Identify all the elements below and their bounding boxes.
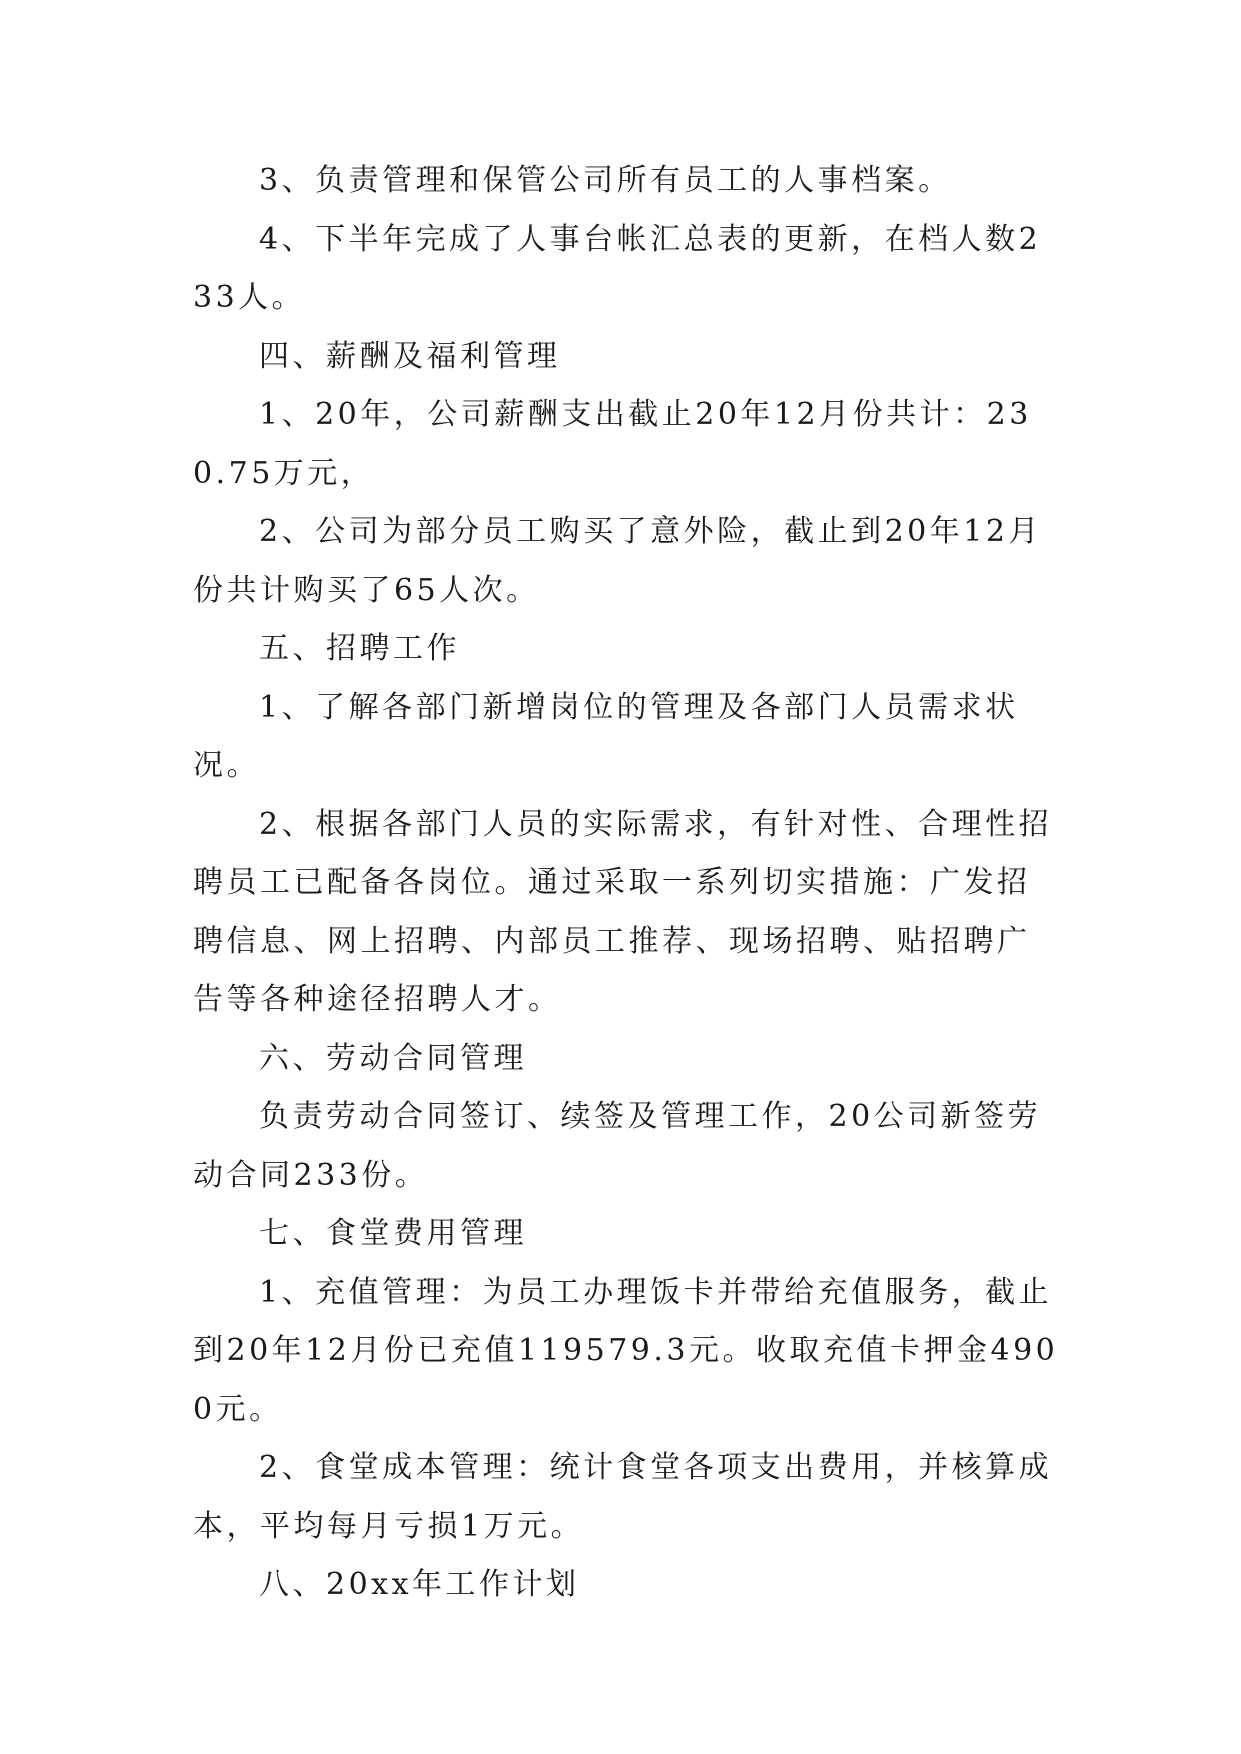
paragraph-salary-expense: 1、20年，公司薪酬支出截止20年12月份共计：230.75万元， — [193, 397, 1032, 491]
section-heading-canteen-cost: 七、食堂费用管理 — [259, 1216, 527, 1251]
section-heading-labor-contract: 六、劳动合同管理 — [259, 1040, 527, 1076]
paragraph-labor-contract: 负责劳动合同签订、续签及管理工作，20公司新签劳动合同233份。 — [193, 1099, 1042, 1193]
paragraph-canteen-cost: 2、食堂成本管理：统计食堂各项支出费用，并核算成本，平均每月亏损1万元。 — [193, 1450, 1053, 1544]
section-heading-work-plan: 八、20xx年工作计划 — [259, 1567, 580, 1602]
paragraph-department-needs: 1、了解各部门新增岗位的管理及各部门人员需求状况。 — [193, 689, 1019, 783]
paragraph-accident-insurance: 2、公司为部分员工购买了意外险，截止到20年12月份共计购买了65人次。 — [193, 514, 1042, 608]
paragraph-recruitment-channels: 2、根据各部门人员的实际需求，有针对性、合理性招聘员工已配备各岗位。通过采取一系列切实措施：广发招聘信息、网上招聘、内部员工推荐、现场招聘、贴招聘广告等各种途径招聘人才。 — [193, 806, 1053, 1017]
paragraph-archive-management: 3、负责管理和保管公司所有员工的人事档案。 — [259, 163, 952, 198]
paragraph-personnel-ledger: 4、下半年完成了人事台帐汇总表的更新，在档人数233人。 — [193, 221, 1042, 315]
document-page — [193, 152, 1063, 1615]
paragraph-meal-card-recharge: 1、充值管理：为员工办理饭卡并带给充值服务，截止到20年12月份已充值119579.3元。收取充值卡押金4900元。 — [193, 1274, 1059, 1427]
section-heading-recruitment: 五、招聘工作 — [259, 631, 460, 666]
section-heading-salary-welfare: 四、薪酬及福利管理 — [259, 338, 561, 374]
